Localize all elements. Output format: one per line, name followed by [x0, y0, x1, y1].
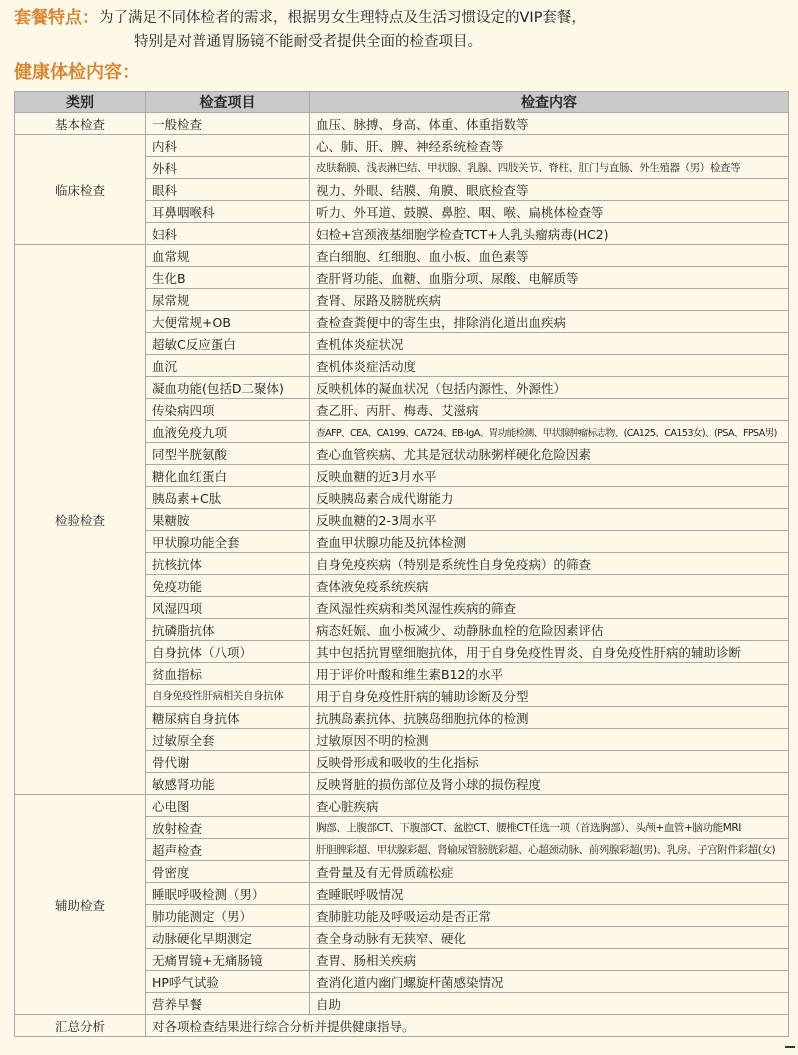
content-cell: 查血甲状腺功能及抗体检测 [310, 531, 789, 553]
content-cell: 心、肺、肝、脾、神经系统检查等 [310, 135, 789, 157]
item-cell: 抗磷脂抗体 [146, 619, 310, 641]
item-cell: 凝血功能(包括D二聚体) [146, 377, 310, 399]
header-content: 检查内容 [310, 92, 789, 113]
item-cell: 肺功能测定（男） [146, 905, 310, 927]
content-cell: 查白细胞、红细胞、血小板、血色素等 [310, 245, 789, 267]
content-cell: 自助 [310, 993, 789, 1015]
item-cell: 果糖胺 [146, 509, 310, 531]
content-cell: 查体液免疫系统疾病 [310, 575, 789, 597]
content-cell: 抗胰岛素抗体、抗胰岛细胞抗体的检测 [310, 707, 789, 729]
item-cell: 生化B [146, 267, 310, 289]
feature-label: 套餐特点： [14, 8, 99, 28]
item-cell: 风湿四项 [146, 597, 310, 619]
content-cell: 反映血糖的近3月水平 [310, 465, 789, 487]
content-cell: 查全身动脉有无狭窄、硬化 [310, 927, 789, 949]
content-cell: 查心脏疾病 [310, 795, 789, 817]
item-cell: 自身抗体（八项） [146, 641, 310, 663]
item-cell: 一般检查 [146, 113, 310, 135]
content-cell: 过敏原因不明的检测 [310, 729, 789, 751]
item-cell: 血液免疫九项 [146, 421, 310, 443]
content-cell: 其中包括抗胃壁细胞抗体，用于自身免疫性胃炎、自身免疫性肝病的辅助诊断 [310, 641, 789, 663]
header-item: 检查项目 [146, 92, 310, 113]
item-cell: 免疫功能 [146, 575, 310, 597]
content-cell: 查胃、肠相关疾病 [310, 949, 789, 971]
item-cell: 血沉 [146, 355, 310, 377]
content-cell: 查检查粪便中的寄生虫，排除消化道出血疾病 [310, 311, 789, 333]
content-cell: 用于评价叶酸和维生素B12的水平 [310, 663, 789, 685]
content-cell: 查心血管疾病、尤其是冠状动脉粥样硬化危险因素 [310, 443, 789, 465]
item-cell: 血常规 [146, 245, 310, 267]
content-cell: 自身免疫疾病（特别是系统性自身免疫病）的筛查 [310, 553, 789, 575]
content-cell: 查机体炎症状况 [310, 333, 789, 355]
category-cell: 临床检查 [15, 135, 146, 245]
item-cell: 同型半胱氨酸 [146, 443, 310, 465]
item-cell: 骨密度 [146, 861, 310, 883]
item-cell: 贫血指标 [146, 663, 310, 685]
item-cell: 尿常规 [146, 289, 310, 311]
category-cell: 检验检查 [15, 245, 146, 795]
item-cell: 过敏原全套 [146, 729, 310, 751]
content-cell: 病态妊娠、血小板减少、动静脉血栓的危险因素评估 [310, 619, 789, 641]
item-cell: 大便常规+OB [146, 311, 310, 333]
item-cell: 放射检查 [146, 817, 310, 839]
content-cell: 查风湿性疾病和类风湿性疾病的筛查 [310, 597, 789, 619]
item-cell: 传染病四项 [146, 399, 310, 421]
item-cell: HP呼气试验 [146, 971, 310, 993]
summary-row [15, 1015, 789, 1037]
content-cell: 听力、外耳道、鼓膜、鼻腔、咽、喉、扁桃体检查等 [310, 201, 789, 223]
item-cell: 超敏C反应蛋白 [146, 333, 310, 355]
content-cell: 皮肤黏膜、浅表淋巴结、甲状腺、乳腺、四肢关节、脊柱、肛门与直肠、外生殖器（男）检查等 [310, 157, 789, 179]
item-cell: 眼科 [146, 179, 310, 201]
table-row [15, 795, 789, 817]
content-cell: 视力、外眼、结膜、角膜、眼底检查等 [310, 179, 789, 201]
table-body [15, 113, 789, 1037]
category-cell: 辅助检查 [15, 795, 146, 1015]
content-cell: 反映胰岛素合成代谢能力 [310, 487, 789, 509]
header-category: 类别 [15, 92, 146, 113]
category-cell: 基本检查 [15, 113, 146, 135]
content-heading: 健康体检内容： [14, 62, 140, 83]
feature-line-1 [14, 6, 794, 30]
content-cell: 查机体炎症活动度 [310, 355, 789, 377]
category-cell: 汇总分析 [15, 1015, 146, 1037]
content-cell: 查消化道内幽门螺旋杆菌感染情况 [310, 971, 789, 993]
item-cell: 营养早餐 [146, 993, 310, 1015]
content-cell: 反映机体的凝血状况（包括内源性、外源性） [310, 377, 789, 399]
item-cell: 动脉硬化早期测定 [146, 927, 310, 949]
page-mark [785, 1046, 795, 1048]
content-cell: 妇检+宫颈液基细胞学检查TCT+人乳头瘤病毒(HC2) [310, 223, 789, 245]
item-cell: 无痛胃镜+无痛肠镜 [146, 949, 310, 971]
exam-table [14, 91, 789, 1037]
item-cell: 骨代谢 [146, 751, 310, 773]
content-cell: 查肾、尿路及膀胱疾病 [310, 289, 789, 311]
item-cell: 敏感肾功能 [146, 773, 310, 795]
content-cell: 查骨量及有无骨质疏松症 [310, 861, 789, 883]
item-cell: 抗核抗体 [146, 553, 310, 575]
content-cell: 查肝肾功能、血糖、血脂分项、尿酸、电解质等 [310, 267, 789, 289]
content-cell: 反映血糖的2-3周水平 [310, 509, 789, 531]
table-row [15, 113, 789, 135]
feature-text-1: 为了满足不同体检者的需求，根据男女生理特点及生活习惯设定的VIP套餐， [99, 10, 586, 26]
content-cell: 反映肾脏的损伤部位及肾小球的损伤程度 [310, 773, 789, 795]
item-cell: 耳鼻咽喉科 [146, 201, 310, 223]
item-cell: 甲状腺功能全套 [146, 531, 310, 553]
item-cell: 超声检查 [146, 839, 310, 861]
item-cell: 妇科 [146, 223, 310, 245]
content-cell: 用于自身免疫性肝病的辅助诊断及分型 [310, 685, 789, 707]
item-cell: 糖尿病自身抗体 [146, 707, 310, 729]
content-cell: 查睡眠呼吸情况 [310, 883, 789, 905]
content-cell: 反映骨形成和吸收的生化指标 [310, 751, 789, 773]
feature-text-2: 特别是对普通胃肠镜不能耐受者提供全面的检查项目。 [134, 34, 482, 50]
item-cell: 糖化血红蛋白 [146, 465, 310, 487]
item-cell: 内科 [146, 135, 310, 157]
package-features [14, 6, 794, 54]
content-cell: 血压、脉搏、身高、体重、体重指数等 [310, 113, 789, 135]
content-cell: 查肺脏功能及呼吸运动是否正常 [310, 905, 789, 927]
content-cell: 肝胆脾彩超、甲状腺彩超、肾输尿管膀胱彩超、心超颈动脉、前列腺彩超(男)、乳房、子宫附件彩超(女) [310, 839, 789, 861]
content-cell: 查AFP、CEA、CA199、CA724、EB-IgA、胃功能检测、甲状腺肿瘤标志物、(CA125、CA153女)、(PSA、FPSA男) [310, 421, 789, 443]
item-cell: 睡眠呼吸检测（男） [146, 883, 310, 905]
summary-content-cell: 对各项检查结果进行综合分析并提供健康指导。 [146, 1015, 789, 1037]
table-row [15, 135, 789, 157]
item-cell: 心电图 [146, 795, 310, 817]
item-cell: 外科 [146, 157, 310, 179]
item-cell: 胰岛素+C肽 [146, 487, 310, 509]
item-cell: 自身免疫性肝病相关自身抗体 [146, 685, 310, 707]
table-header-row [15, 92, 789, 113]
content-cell: 胸部、上腹部CT、下腹部CT、盆腔CT、腰椎CT任选一项（首选胸部）、头颅+血管+脑功能MRI [310, 817, 789, 839]
content-cell: 查乙肝、丙肝、梅毒、艾滋病 [310, 399, 789, 421]
table-row [15, 245, 789, 267]
